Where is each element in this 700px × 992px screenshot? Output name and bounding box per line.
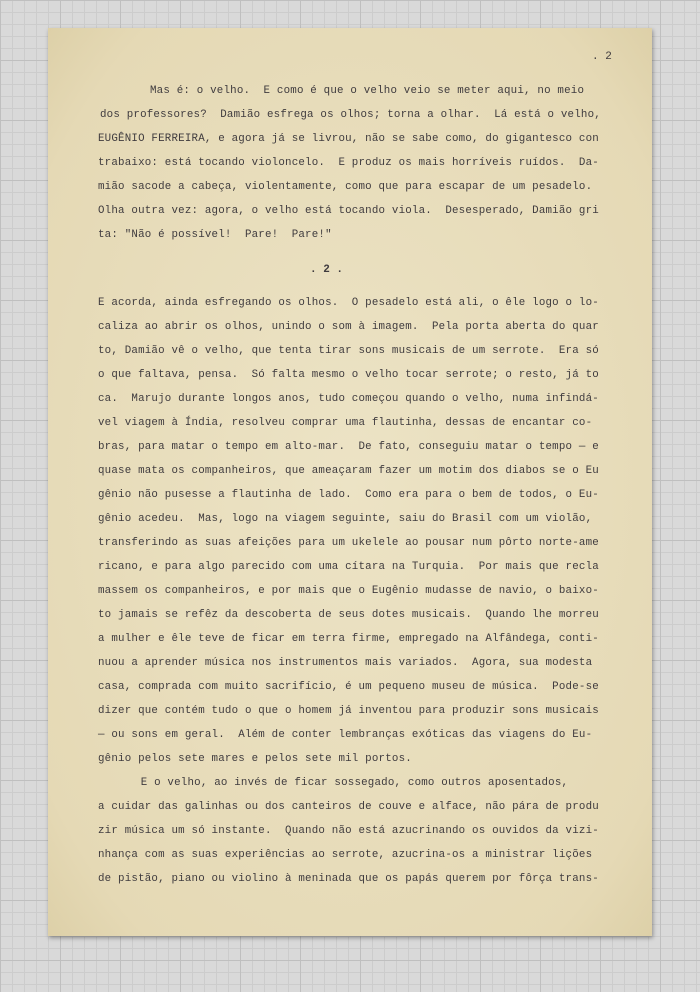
text-line: ricano, e para algo parecido com uma cítara na Turquia. Por mais que recla xyxy=(98,561,599,573)
text-line: dizer que contém tudo o que o homem já inventou para produzir sons musicais xyxy=(98,705,599,717)
text-line: gênio não pusesse a flautinha de lado. Como era para o bem de todos, o Eu- xyxy=(98,489,599,501)
text-line: trabaixo: está tocando violoncelo. E produz os mais horríveis ruídos. Da- xyxy=(98,157,599,169)
text-line: casa, comprada com muito sacrifício, é um pequeno museu de música. Pode-se xyxy=(98,681,599,693)
page-number: . 2 xyxy=(592,51,612,63)
text-line: gênio pelos sete mares e pelos sete mil portos. xyxy=(98,753,412,765)
text-line: dos professores? Damião esfrega os olhos; torna a olhar. Lá está o velho, xyxy=(100,109,601,121)
text-line: E o velho, ao invés de ficar sossegado, como outros aposentados, xyxy=(114,777,569,789)
text-line: E acorda, ainda esfregando os olhos. O pesadelo está ali, o êle logo o lo- xyxy=(98,297,599,309)
text-line: ca. Marujo durante longos anos, tudo começou quando o velho, numa infindá- xyxy=(98,393,599,405)
text-line: de pistão, piano ou violino à meninada que os papás querem por fôrça trans- xyxy=(98,873,599,885)
text-line: EUGÊNIO FERREIRA, e agora já se livrou, não se sabe como, do gigantesco con xyxy=(98,133,599,145)
text-line: to, Damião vê o velho, que tenta tirar sons musicais de um serrote. Era só xyxy=(98,345,599,357)
text-line: massem os companheiros, e por mais que o Eugênio mudasse de navio, o baixo- xyxy=(98,585,599,597)
section-number: . 2 . xyxy=(310,264,344,276)
text-line: transferindo as suas afeições para um ukelele ao pousar num pôrto norte-ame xyxy=(98,537,599,549)
text-line: bras, para matar o tempo em alto-mar. De fato, conseguiu matar o tempo — e xyxy=(98,441,599,453)
text-line: mião sacode a cabeça, violentamente, como que para escapar de um pesadelo. xyxy=(98,181,593,193)
text-line: Olha outra vez: agora, o velho está tocando viola. Desesperado, Damião gri xyxy=(98,205,599,217)
text-line: Mas é: o velho. E como é que o velho veio se meter aqui, no meio xyxy=(150,85,585,97)
text-line: vel viagem à Índia, resolveu comprar uma flautinha, dessas de encantar co- xyxy=(98,417,593,429)
text-line: — ou sons em geral. Além de conter lembranças exóticas das viagens do Eu- xyxy=(98,729,593,741)
text-line: a cuidar das galinhas ou dos canteiros de couve e alface, não pára de produ xyxy=(98,801,599,813)
text-line: o que faltava, pensa. Só falta mesmo o velho tocar serrote; o resto, já to xyxy=(98,369,599,381)
text-line: caliza ao abrir os olhos, unindo o som à imagem. Pela porta aberta do quar xyxy=(98,321,599,333)
text-line: ta: "Não é possível! Pare! Pare!" xyxy=(98,229,332,241)
text-line: nhança com as suas experiências ao serrote, azucrina-os a ministrar lições xyxy=(98,849,593,861)
text-line: zir música um só instante. Quando não está azucrinando os ouvidos da vizi- xyxy=(98,825,599,837)
text-line: quase mata os companheiros, que ameaçaram fazer um motim dos diabos se o Eu xyxy=(98,465,599,477)
typed-page xyxy=(48,28,652,936)
text-line: to jamais se refêz da descoberta de seus dotes musicais. Quando lhe morreu xyxy=(98,609,599,621)
text-line: gênio acedeu. Mas, logo na viagem seguinte, saiu do Brasil com um violão, xyxy=(98,513,593,525)
text-line: a mulher e êle teve de ficar em terra firme, empregado na Alfândega, conti- xyxy=(98,633,599,645)
text-line: nuou a aprender música nos instrumentos mais variados. Agora, sua modesta xyxy=(98,657,593,669)
